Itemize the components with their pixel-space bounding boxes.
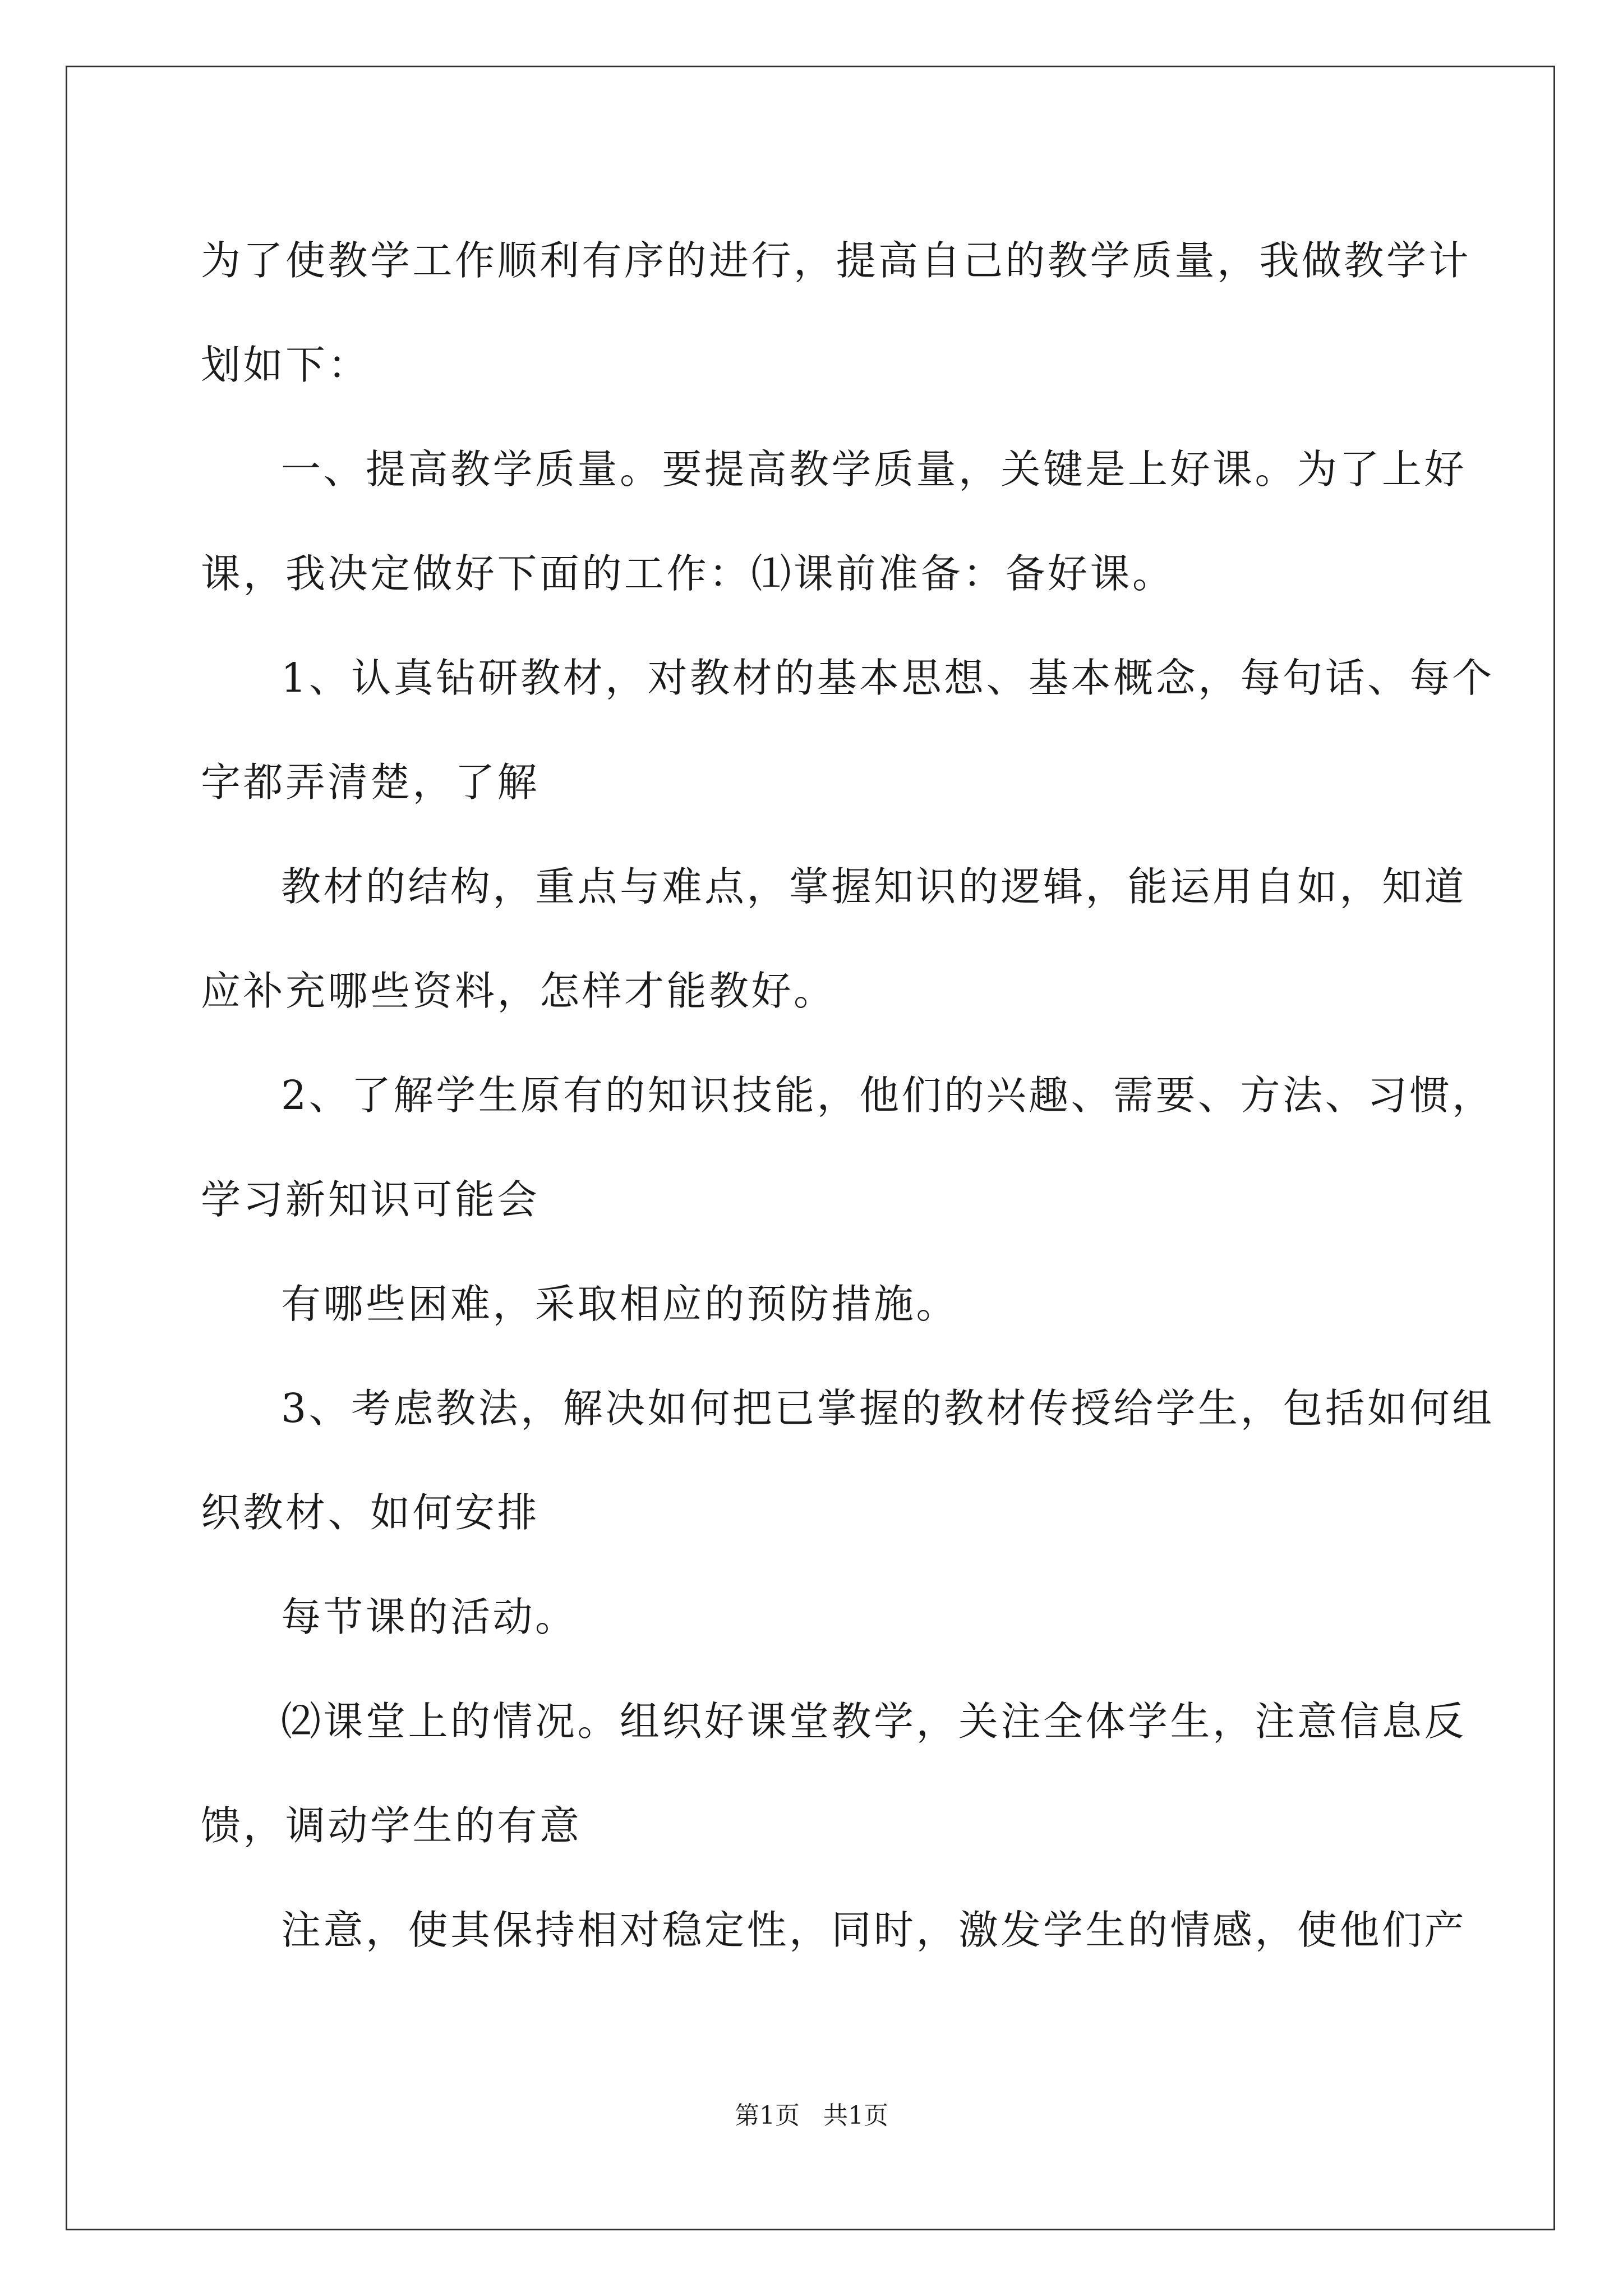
text-line: 教材的结构，重点与难点，掌握知识的逻辑，能运用自如，知道 (281, 863, 1467, 910)
text-line: 织教材、如何安排 (201, 1489, 540, 1536)
text-line: 馈，调动学生的有意 (201, 1802, 582, 1849)
paragraph-section-one (201, 417, 1467, 626)
paragraph-item-2 (201, 1043, 1495, 1252)
paragraph-intro (201, 209, 1472, 417)
text-line: 2、了解学生原有的知识技能，他们的兴趣、需要、方法、习惯， (281, 1072, 1495, 1119)
text-line: 为了使教学工作顺利有序的进行，提高自己的教学质量，我做教学计 (201, 237, 1472, 284)
page-number-footer: 第1页 共1页 (735, 2101, 888, 2130)
text-line: 一、提高教学质量。要提高教学质量，关键是上好课。为了上好 (281, 446, 1467, 493)
paragraph-classroom (201, 1669, 1467, 1878)
text-line: 课，我决定做好下面的工作：⑴课前准备：备好课。 (201, 550, 1175, 597)
text-line: 划如下： (201, 342, 371, 388)
text-line: 1、认真钻研教材，对教材的基本思想、基本概念，每句话、每个 (281, 655, 1495, 701)
paragraph-item-3-continued (201, 1565, 1423, 1669)
text-line: 3、考虑教法，解决如何把已掌握的教材传授给学生，包括如何组 (281, 1385, 1495, 1432)
paragraph-item-3 (201, 1356, 1495, 1565)
paragraph-classroom-continued (201, 1878, 1467, 1982)
text-line: ⑵课堂上的情况。组织好课堂教学，关注全体学生，注意信息反 (281, 1698, 1467, 1745)
document-body (201, 209, 1495, 1982)
text-line: 字都弄清楚，了解 (201, 759, 540, 806)
text-line: 有哪些困难，采取相应的预防措施。 (281, 1281, 959, 1327)
text-line: 注意，使其保持相对稳定性，同时，激发学生的情感，使他们产 (281, 1907, 1467, 1953)
text-line: 应补充哪些资料，怎样才能教好。 (201, 968, 836, 1014)
text-line: 每节课的活动。 (281, 1594, 578, 1640)
paragraph-item-1-continued (201, 835, 1467, 1043)
paragraph-item-2-continued (201, 1252, 1423, 1356)
text-line: 学习新知识可能会 (201, 1176, 540, 1223)
paragraph-item-1 (201, 626, 1495, 835)
